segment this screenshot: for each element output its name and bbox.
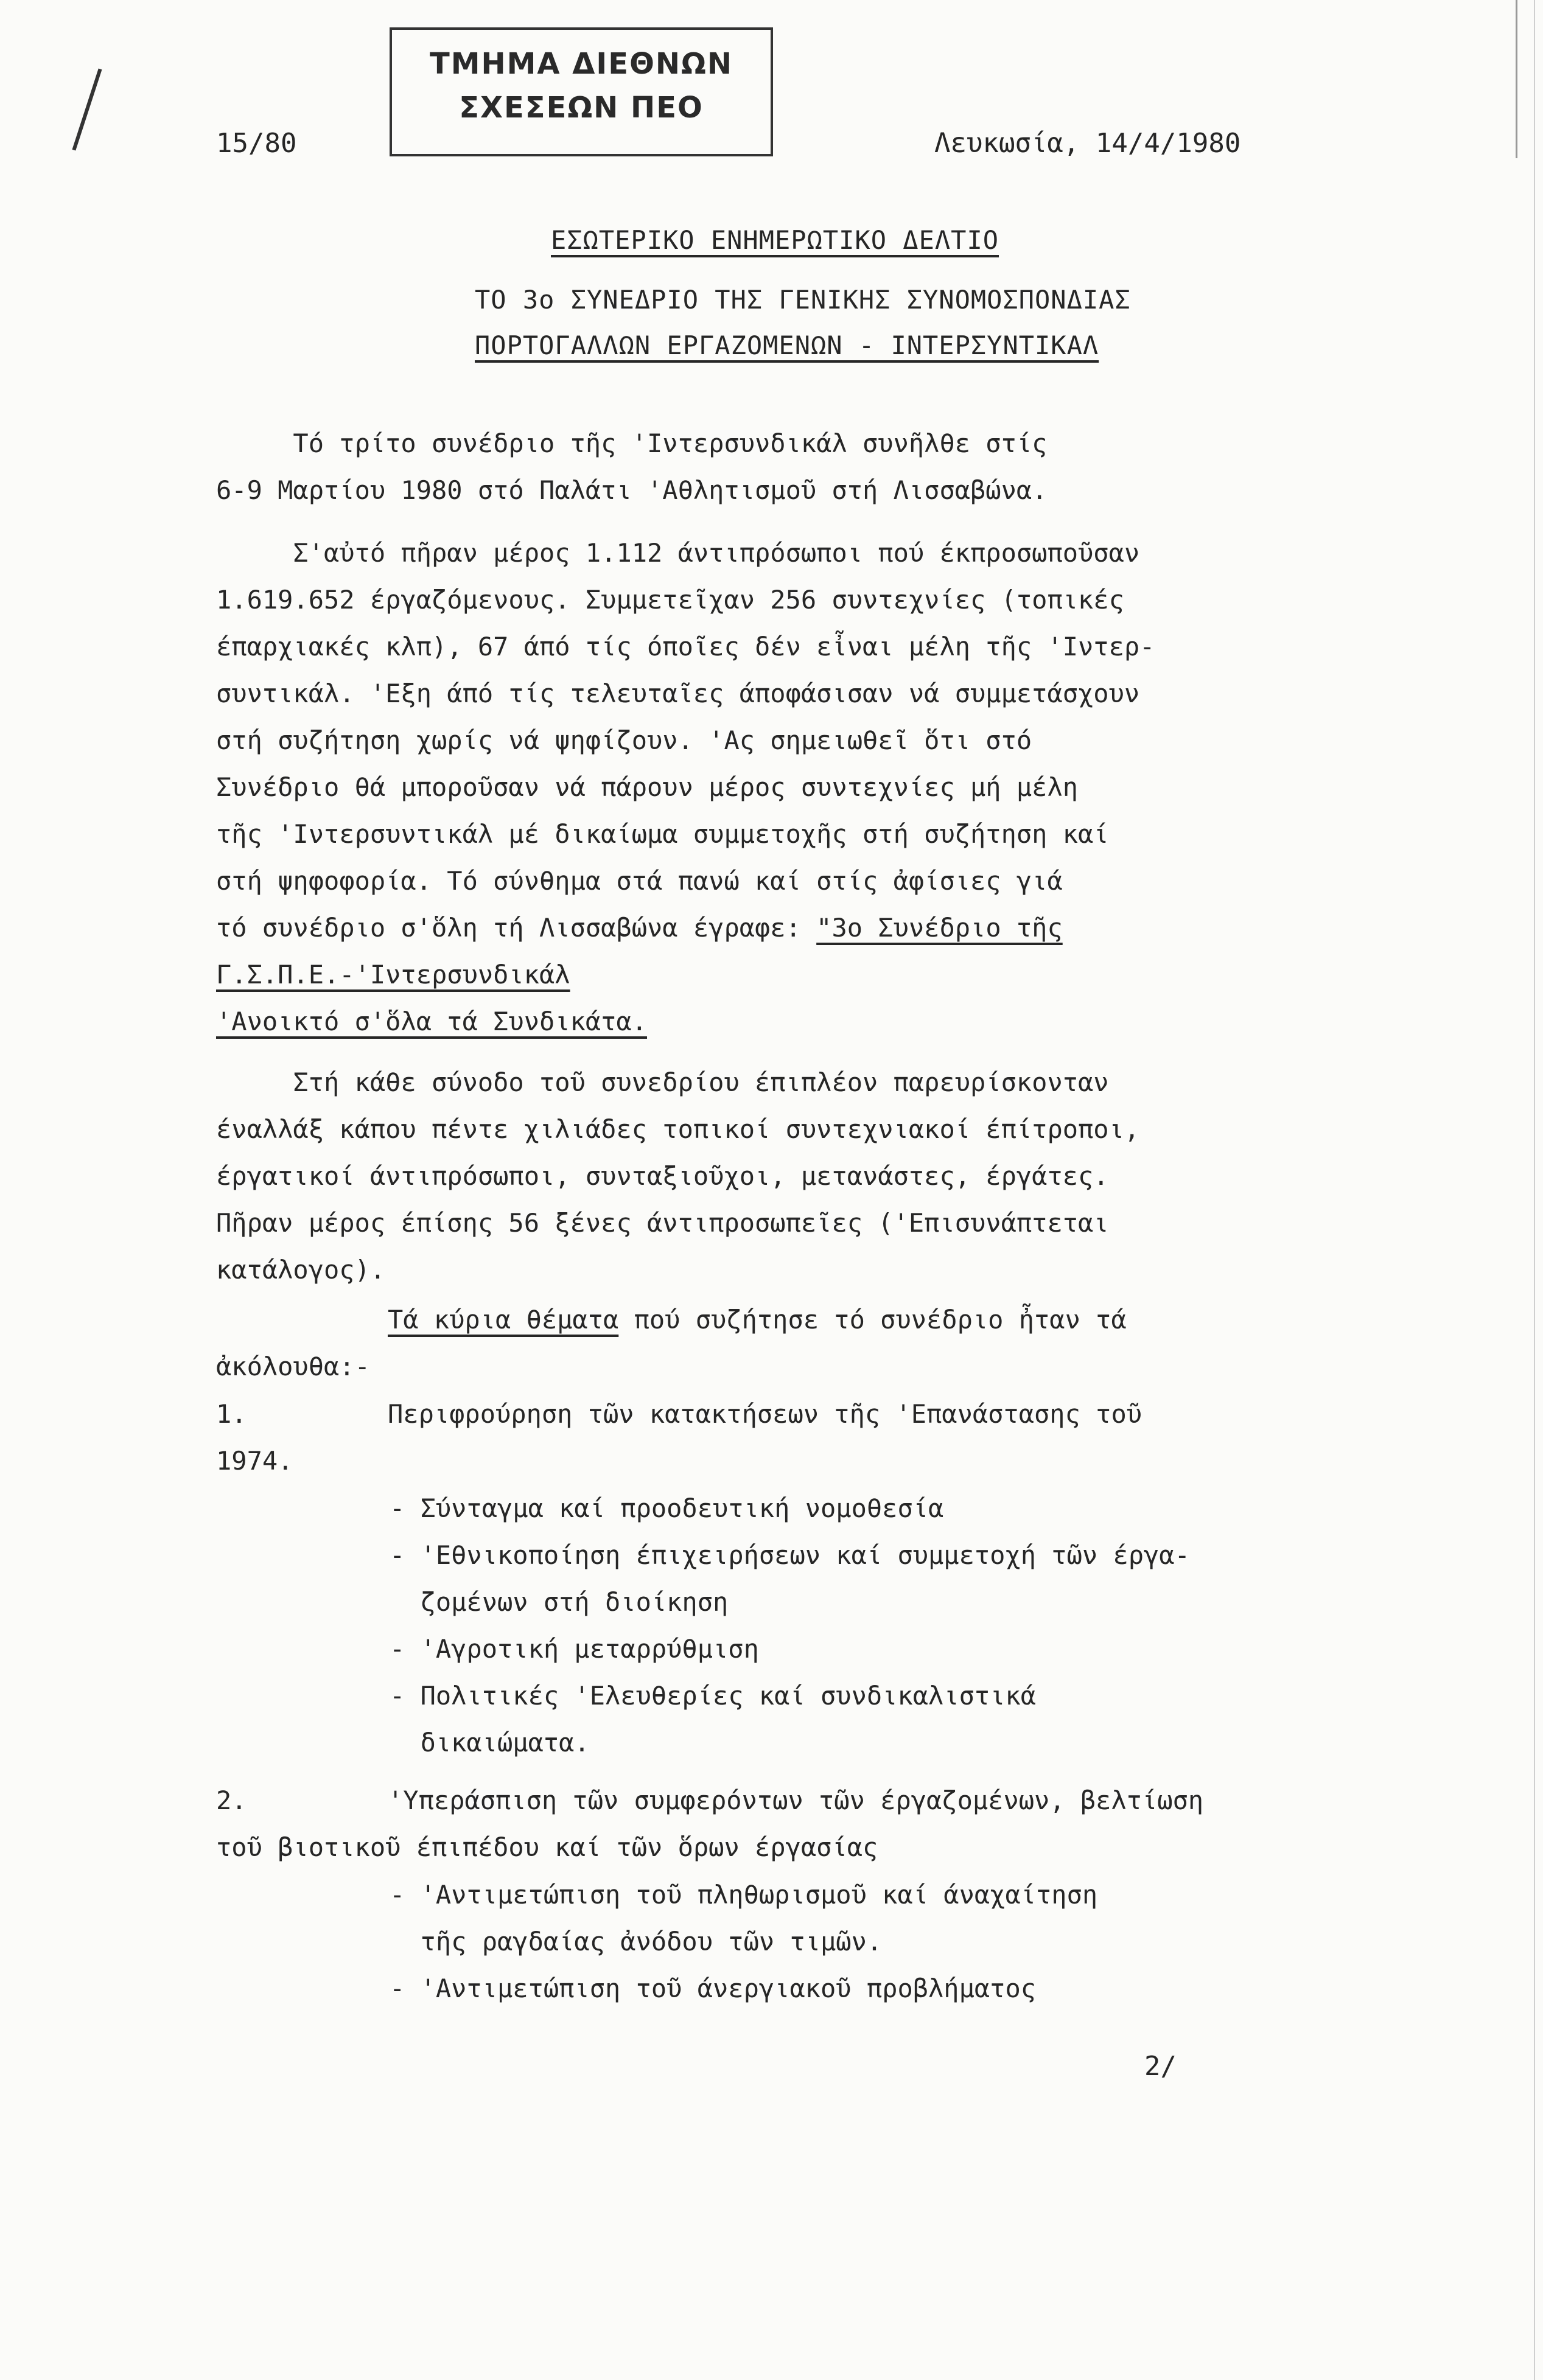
item-heading [216,1777,1203,1824]
list-item: ζομένων στή διοίκηση [390,1587,729,1617]
item-text: Περιφρούρηση τῶν κατακτήσεων τῆς 'Επανάστασης τοῦ [388,1399,1142,1429]
text-line: Πῆραν μέρος έπίσης 56 ξένες άντιπροσωπεῖες ('Επισυνάπτεται [216,1208,1109,1238]
topic-item-1 [216,1391,1142,1484]
list-item: - Πολιτικές 'Ελευθερίες καί συνδικαλιστικά [390,1681,1037,1711]
text-line: πού συζήτησε τό συνέδριο ἦταν τά [618,1305,1127,1335]
next-page-marker: 2/ [1144,2051,1177,2082]
slogan-part-3: 'Ανοικτό σ'ὅλα τά Συνδικάτα. [216,1007,648,1036]
text-line: 1.619.652 έργαζόμενους. Συμμετεῖχαν 256 συντεχνίες (τοπικές [216,585,1124,615]
paragraph-2 [216,529,1155,1045]
text-line: Τό τρίτο συνέδριο τῆς 'Ιντερσυνδικάλ συνῆλθε στίς [216,428,1048,458]
topic-1-bullets [390,1485,1190,1766]
list-item: δικαιώματα. [390,1728,590,1757]
list-item: - Σύνταγμα καί προοδευτική νομοθεσία [390,1493,944,1523]
text-line: στή συζήτηση χωρίς νά ψηφίζουν. 'Ας σημειωθεῖ ὅτι στό [216,725,1032,755]
topic-2-bullets [390,1871,1097,2012]
text-line: Στή κάθε σύνοδο τοῦ συνεδρίου έπιπλέον παρευρίσκονταν [216,1067,1109,1097]
item-text-cont: τοῦ βιοτικοῦ έπιπέδου καί τῶν ὅρων έργασίας [216,1832,878,1862]
text-line: έπαρχιακές κλπ), 67 άπό τίς όποῖες δέν εἶναι μέλη τῆς 'Ιντερ- [216,632,1155,661]
text-line: τῆς 'Ιντερσυντικάλ μέ δικαίωμα συμμετοχῆς στή συζήτηση καί [216,819,1109,849]
text-line: τό συνέδριο σ'ὅλη τή Λισσαβώνα έγραφε: [216,913,817,943]
main-topics-label: Τά κύρια θέματα [388,1305,619,1335]
department-stamp [390,27,773,156]
slogan-part-1: "3ο Συνέδριο τῆς [816,913,1063,943]
document-heading: ΕΣΩΤΕΡΙΚΟ ΕΝΗΜΕΡΩΤΙΚΟ ΔΕΛΤΙΟ [551,225,999,255]
paragraph-3 [216,1059,1139,1293]
title-line-1: ΤΟ 3ο ΣΥΝΕΔΡΙΟ ΤΗΣ ΓΕΝΙΚΗΣ ΣΥΝΟΜΟΣΠΟΝΔΙΑΣ [475,285,1131,315]
document-date: Λευκωσία, 14/4/1980 [934,128,1241,159]
text-line: έργατικοί άντιπρόσωποι, συνταξιοῦχοι, μετανάστες, έργάτες. [216,1161,1109,1191]
paragraph-1 [216,420,1047,514]
topics-intro [216,1296,1127,1343]
text-line: ἀκόλουθα:- [216,1352,370,1381]
page-edge [1534,0,1535,2380]
text-line: συντικάλ. 'Εξη άπό τίς τελευταῖες άποφάσισαν νά συμμετάσχουν [216,679,1140,708]
list-item: - 'Αγροτική μεταρρύθμιση [390,1634,759,1664]
item-text: 'Υπεράσπιση τῶν συμφερόντων τῶν έργαζομένων, βελτίωση [388,1785,1204,1815]
item-heading [216,1391,1142,1437]
text-line: Σ'αὐτό πῆραν μέρος 1.112 άντιπρόσωποι πού έκπροσωποῦσαν [216,538,1140,568]
text-line: έναλλάξ κάπου πέντε χιλιάδες τοπικοί συντεχνιακοί έπίτροποι, [216,1114,1140,1144]
item-number: 1. [216,1399,247,1429]
stamp-line-1: ΤΜΗΜΑ ΔΙΕΘΝΩΝ [429,47,733,81]
item-text-cont: 1974. [216,1446,293,1476]
topic-item-2 [216,1777,1203,1871]
title-line-2: ΠΟΡΤΟΓΑΛΛΩΝ ΕΡΓΑΖΟΜΕΝΩΝ - ΙΝΤΕΡΣΥΝΤΙΚΑΛ [475,330,1099,360]
edge-mark [1516,0,1517,158]
text-line: κατάλογος). [216,1255,386,1285]
list-item: - 'Αντιμετώπιση τοῦ άνεργιακοῦ προβλήματος [390,1973,1037,2003]
list-item: τῆς ραγδαίας ἀνόδου τῶν τιμῶν. [390,1927,883,1956]
slogan-part-2: Γ.Σ.Π.Ε.-'Ιντερσυνδικάλ [216,960,570,989]
paragraph-4 [216,1296,1127,1390]
handwritten-mark [72,68,102,150]
reference-number: 15/80 [216,128,297,159]
stamp-line-2: ΣΧΕΣΕΩΝ ΠΕΟ [459,91,704,125]
text-line: 6-9 Μαρτίου 1980 στό Παλάτι 'Αθλητισμοῦ στή Λισσαβώνα. [216,475,1048,505]
list-item: - 'Αντιμετώπιση τοῦ πληθωρισμοῦ καί άναχαίτηση [390,1880,1098,1910]
text-line: Συνέδριο θά μποροῦσαν νά πάρουν μέρος συντεχνίες μή μέλη [216,772,1079,802]
item-number: 2. [216,1785,247,1815]
text-line-with-quote [216,904,1155,951]
list-item: - 'Εθνικοποίηση έπιχειρήσεων καί συμμετοχή τῶν έργα- [390,1540,1190,1570]
text-line: στή ψηφοφορία. Τό σύνθημα στά πανώ καί στίς ἀφίσιες γιά [216,866,1063,896]
